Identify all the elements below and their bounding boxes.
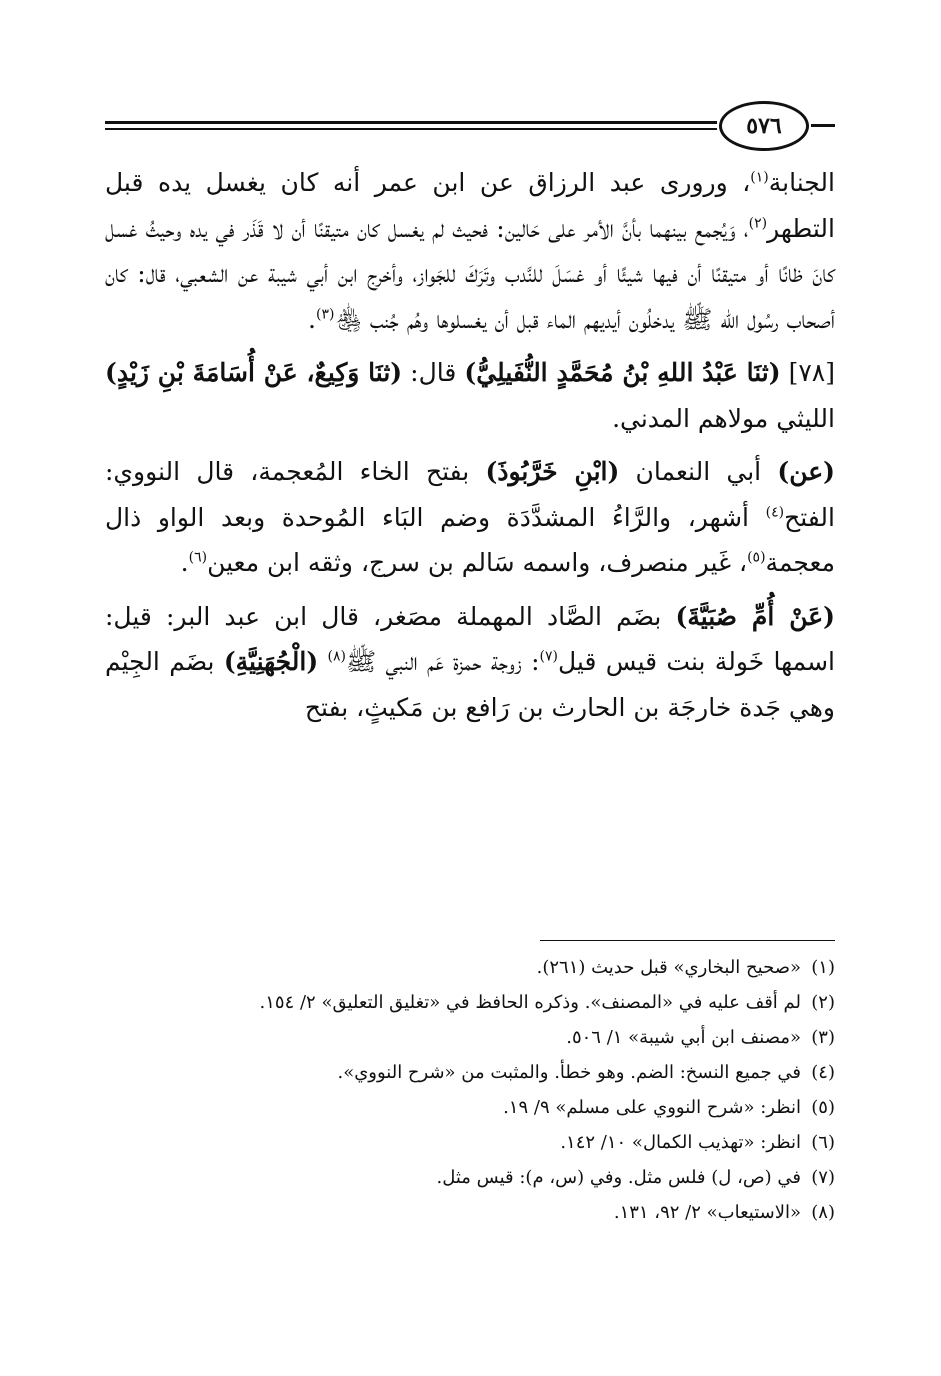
paragraph-2 [105,350,835,441]
footnote-separator [540,940,835,941]
footnote-text: «مصنف ابن أبي شيبة» ١/ ٥٠٦. [566,1027,801,1048]
footnote-number: (٣) [811,1027,835,1048]
page-number: ٥٧٦ [719,101,809,151]
footnote-text: انظر: «تهذيب الكمال» ١٠/ ١٤٢. [560,1132,801,1153]
footnote-text: في جميع النسخ: الضم. وهو خطأ. والمثبت من «شرح النووي». [337,1062,801,1083]
footnote-text: «صحيح البخاري» قبل حديث (٢٦١). [536,957,801,978]
footnote-ref: (٧) [539,648,558,665]
text-run: . [308,304,316,334]
header-rule-thin [105,128,717,130]
isnad-text: (عَنْ أُمِّ صُبَيَّةَ) [675,601,835,631]
text-run: أبي النعمان [619,457,778,486]
footnote-item [160,1055,835,1090]
footnotes [160,950,835,1230]
footnote-text: «الاستيعاب» ٢/ ٩٢، ١٣١. [613,1202,801,1223]
footnote-text: لم أقف عليه في «المصنف». وذكره الحافظ في «تغليق التعليق» ٢/ ١٥٤. [259,992,801,1013]
isnad-text: (ثنَا عَبْدُ اللهِ بْنُ مُحَمَّدٍ النُّفَيلِيُّ) [464,358,781,387]
text-run: أشهر، والرَّاءُ المشدَّدَة وضم البَاء المُوحدة وبعد الواو ذال معجمة [105,502,835,577]
footnote-number: (٥) [811,1097,835,1118]
footnote-ref: (٤) [765,504,785,521]
paragraph-3 [105,449,835,586]
footnote-item [160,1020,835,1055]
footnote-text: انظر: «شرح النووي على مسلم» ٩/ ١٩. [503,1097,801,1118]
text-run: . [180,548,189,577]
hadith-number: [٧٨] [780,358,835,387]
text-run: بضَم الجِيْم وهي جَدة خارجَة بن الحارث بن رَافع بن مَكيثٍ، بفتح [105,647,835,722]
footnote-item [160,950,835,985]
footnote-item [160,985,835,1020]
footnote-ref: (٨) [327,648,346,665]
header-rule-end [811,124,835,127]
footnote-number: (٨) [811,1202,835,1223]
footnote-ref: (١) [750,169,769,186]
paragraph-4 [105,594,835,731]
footnote-ref: (٦) [188,549,208,566]
footnote-ref: (٥) [747,549,766,566]
isnad-text: (ثنَا وَكِيعٌ، عَنْ أُسَامَةَ بْنِ زَيْدٍ) [105,358,403,387]
page-header [105,95,835,155]
paragraph-1 [105,160,835,342]
footnote-number: (٧) [811,1167,835,1188]
text-run: بفتح الخاء المُعجمة، قال النووي: الفتح [105,457,835,532]
text-run: : زوجة حمزة عَم النبي ﷺ [345,647,540,676]
text-run [318,647,327,676]
text-run: الجنابة [768,168,835,197]
footnote-item [160,1195,835,1230]
footnote-number: (١) [811,957,835,978]
footnote-ref: (٣) [315,306,335,323]
footnote-number: (٦) [811,1132,835,1153]
text-run: ، ورورى عبد الرزاق عن ابن عمر أنه كان يغسل يده قبل التطهر [105,168,835,243]
text-run: قال: [402,358,465,387]
isnad-text: (الْجُهَنِيَّةِ) [223,647,319,676]
isnad-text: (عن) [777,457,835,486]
text-run: ، غَير منصرف، واسمه سَالم بن سرج، وثقه ابن معين [207,548,748,577]
footnote-item [160,1090,835,1125]
main-text [105,160,835,730]
footnote-item [160,1125,835,1160]
footnote-number: (٤) [811,1062,835,1083]
footnote-item [160,1160,835,1195]
isnad-text: (ابْنِ خَرَّبُوذَ) [485,457,620,486]
text-run: الليثي مولاهم المدني. [612,403,835,433]
header-rule [105,121,717,124]
footnote-ref: (٢) [748,215,768,232]
footnote-text: في (ص، ل) فلس مثل. وفي (س، م): قيس مثل. [436,1167,801,1188]
footnote-number: (٢) [811,992,835,1013]
text-run: ، وَيُجمع بينهما بأنَّ الأمر على حَالين: فحيث لم يغسل كان متيقنًا أن لا قَذَر في يده وحيثُ غسل كانَ ظانًا أو متيقنًا أن فيها شيئًا أو غسَلَ للنَّدب وتَرَكَ للجَواز، وأخرج ابن أبي شيبة عن الشعبي، قال: كان أصحاب رسُول الله ﷺ يدخلُون أيديهم الماء قبل أن يغسلوها وهُم جُنب ﵃ [105,213,835,334]
text-run: بضَم الصَّاد المهملة مصَغر، قال ابن عبد البر: قيل: اسمها خَولة بنت قيس قيل [105,601,835,676]
